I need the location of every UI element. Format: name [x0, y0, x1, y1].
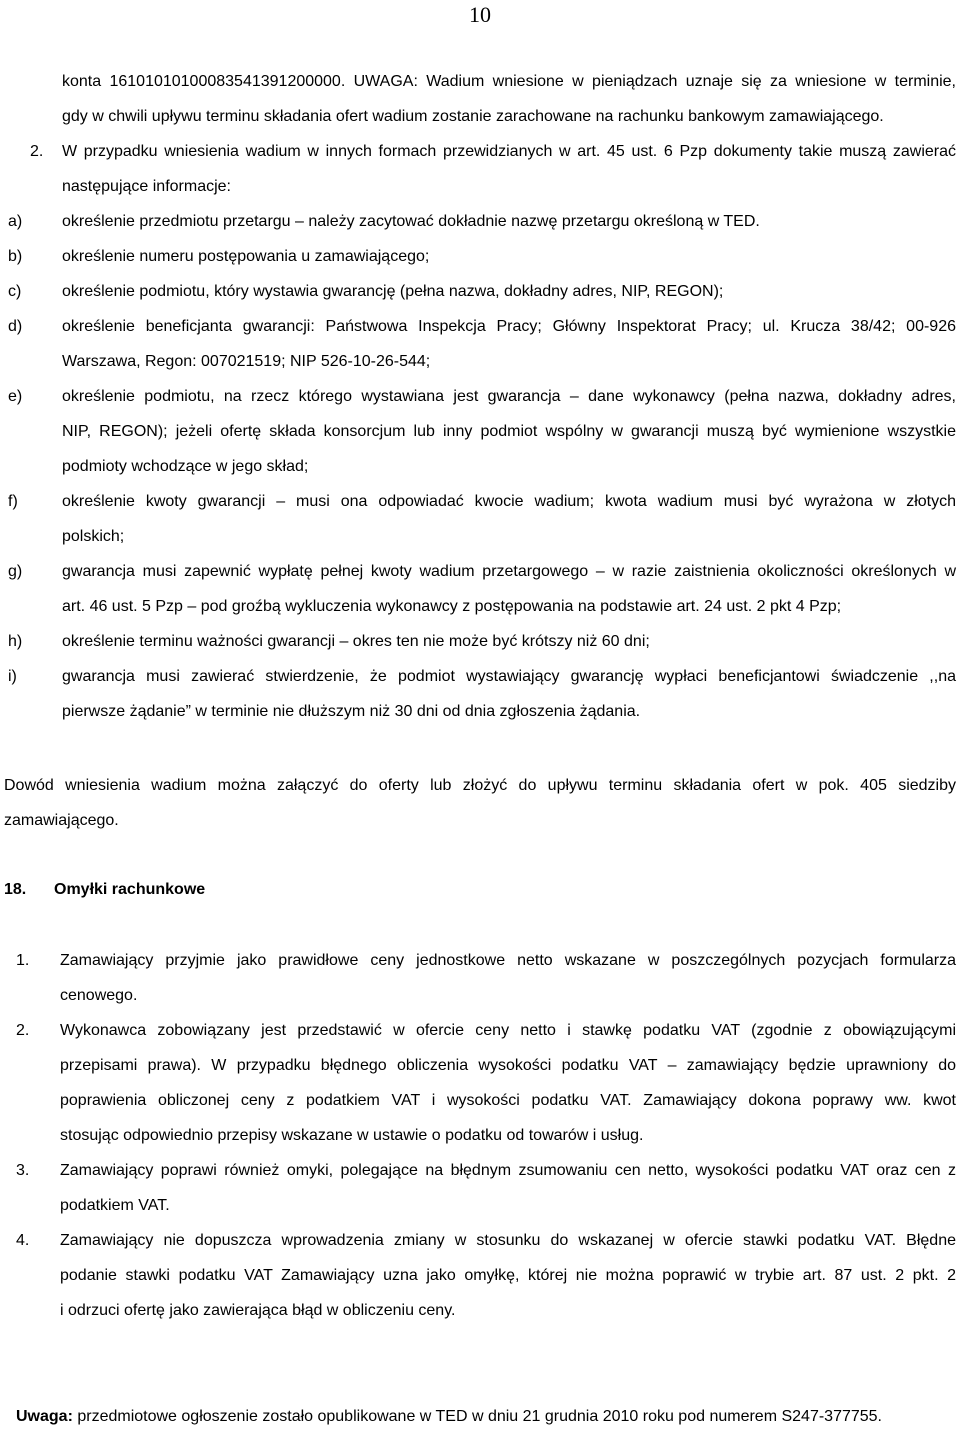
section18-item-label: 1.: [16, 952, 30, 969]
section18-item-text-line: i odrzuci ofertę jako zawierająca błąd w obliczeniu ceny.: [60, 1302, 456, 1319]
proof-line: Dowód wniesienia wadium można załączyć do oferty lub złożyć do upływu terminu składania ofert w pok. 405 siedziby: [4, 777, 956, 794]
list-item-label: d): [8, 318, 23, 335]
list-item-label: f): [8, 493, 18, 510]
section18-item-label: 3.: [16, 1162, 30, 1179]
list-item-text-line: pierwsze żądanie” w terminie nie dłuższym niż 30 dni od dnia zgłoszenia żądania.: [62, 703, 641, 720]
list-item-text-line: określenie przedmiotu przetargu – należy zacytować dokładnie nazwę przetargu określoną w TED.: [62, 213, 760, 230]
list-item-text-line: określenie beneficjanta gwarancji: Państwowa Inspekcja Pracy; Główny Inspektorat Pracy; ul. Krucza 38/42; 00-926: [62, 318, 956, 335]
list-item-text-line: gwarancja musi zawierać stwierdzenie, że podmiot wystawiający gwarancję wypłaci beneficjantowi świadczenie ,,na: [62, 668, 956, 685]
section18-item-label: 2.: [16, 1022, 30, 1039]
note-text: przedmiotowe ogłoszenie zostało opublikowane w TED w dniu 21 grudnia 2010 roku pod numerem S247-377755.: [72, 1408, 882, 1425]
list-item-label: c): [8, 283, 22, 300]
list-item-text-line: polskich;: [62, 528, 125, 545]
list-item-text-line: Warszawa, Regon: 007021519; NIP 526-10-26-544;: [62, 353, 431, 370]
list-item-text-line: art. 46 ust. 5 Pzp – pod groźbą wykluczenia wykonawcy z postępowania na podstawie art. 24 ust. 2 pkt 4 Pzp;: [62, 598, 842, 615]
list-item-label: g): [8, 563, 23, 580]
item-number: 2.: [30, 143, 44, 160]
intro-line: gdy w chwili upływu terminu składania ofert wadium zostanie zarachowane na rachunku bankowym zamawiającego.: [62, 108, 884, 125]
list-item-text-line: określenie podmiotu, na rzecz którego wystawiana jest gwarancja – dane wykonawcy (pełna nazwa, dokładny adres,: [62, 388, 956, 405]
list-item-label: h): [8, 633, 23, 650]
section18-item-text-line: poprawienia obliczonej ceny z podatkiem VAT i wysokości podatku VAT. Zamawiający dokona poprawy ww. kwot: [60, 1092, 956, 1109]
list-item-text-line: gwarancja musi zapewnić wypłatę pełnej kwoty wadium przetargowego – w razie zaistnienia okoliczności określonych w: [62, 563, 956, 580]
section-title: Omyłki rachunkowe: [54, 881, 206, 898]
page-number: 10: [469, 2, 491, 27]
list-item-label: i): [8, 668, 17, 685]
publication-note: [16, 1407, 882, 1427]
section18-item-label: 4.: [16, 1232, 30, 1249]
section18-item-text-line: Wykonawca zobowiązany jest przedstawić w ofercie ceny netto i stawkę podatku VAT (zgodnie z obowiązującymi: [60, 1022, 956, 1039]
section-number: 18.: [4, 881, 27, 898]
proof-line: zamawiającego.: [4, 812, 119, 829]
list-item-label: e): [8, 388, 23, 405]
section18-item-text-line: Zamawiający nie dopuszcza wprowadzenia zmiany w stosunku do wskazanej w ofercie stawki podatku VAT. Błędne: [60, 1232, 956, 1249]
item2-line: W przypadku wniesienia wadium w innych formach przewidzianych w art. 45 ust. 6 Pzp dokumenty takie muszą zawierać: [62, 143, 956, 160]
list-item-text-line: określenie terminu ważności gwarancji – okres ten nie może być krótszy niż 60 dni;: [62, 633, 650, 650]
section18-item-text-line: stosując odpowiednio przepisy wskazane w ustawie o podatku od towarów i usług.: [60, 1127, 644, 1144]
section18-item-text-line: podanie stawki podatku VAT Zamawiający uzna jako omyłkę, której nie można poprawić w trybie art. 87 ust. 2 pkt. 2: [60, 1267, 956, 1284]
list-item-label: b): [8, 248, 23, 265]
list-item-text-line: podmioty wchodzące w jego skład;: [62, 458, 309, 475]
intro-line: konta 16101010100083541391200000. UWAGA: Wadium wniesione w pieniądzach uznaje się za wniesione w terminie,: [62, 73, 956, 90]
list-item-text-line: określenie podmiotu, który wystawia gwarancję (pełna nazwa, dokładny adres, NIP, REGON);: [62, 283, 724, 300]
section18-item-text-line: Zamawiający poprawi również omyki, polegające na błędnym zsumowaniu cen netto, wysokości podatku VAT oraz cen z: [60, 1162, 956, 1179]
note-label: Uwaga:: [16, 1408, 73, 1425]
section18-item-text-line: cenowego.: [60, 987, 138, 1004]
list-item-text-line: określenie kwoty gwarancji – musi ona odpowiadać kwocie wadium; kwota wadium musi być wyrażona w złotych: [62, 493, 956, 510]
section18-item-text-line: Zamawiający przyjmie jako prawidłowe ceny jednostkowe netto wskazane w poszczególnych pozycjach formularza: [60, 952, 956, 969]
list-item-text-line: NIP, REGON); jeżeli ofertę składa konsorcjum lub inny podmiot wspólny w gwarancji muszą być wymienione wszystkie: [62, 423, 956, 440]
list-item-label: a): [8, 213, 23, 230]
item2-line: następujące informacje:: [62, 178, 231, 195]
section18-item-text-line: przepisami prawa). W przypadku błędnego obliczenia wysokości podatku VAT – zamawiający będzie uprawniony do: [60, 1057, 956, 1074]
section18-item-text-line: podatkiem VAT.: [60, 1197, 170, 1214]
list-item-text-line: określenie numeru postępowania u zamawiającego;: [62, 248, 430, 265]
